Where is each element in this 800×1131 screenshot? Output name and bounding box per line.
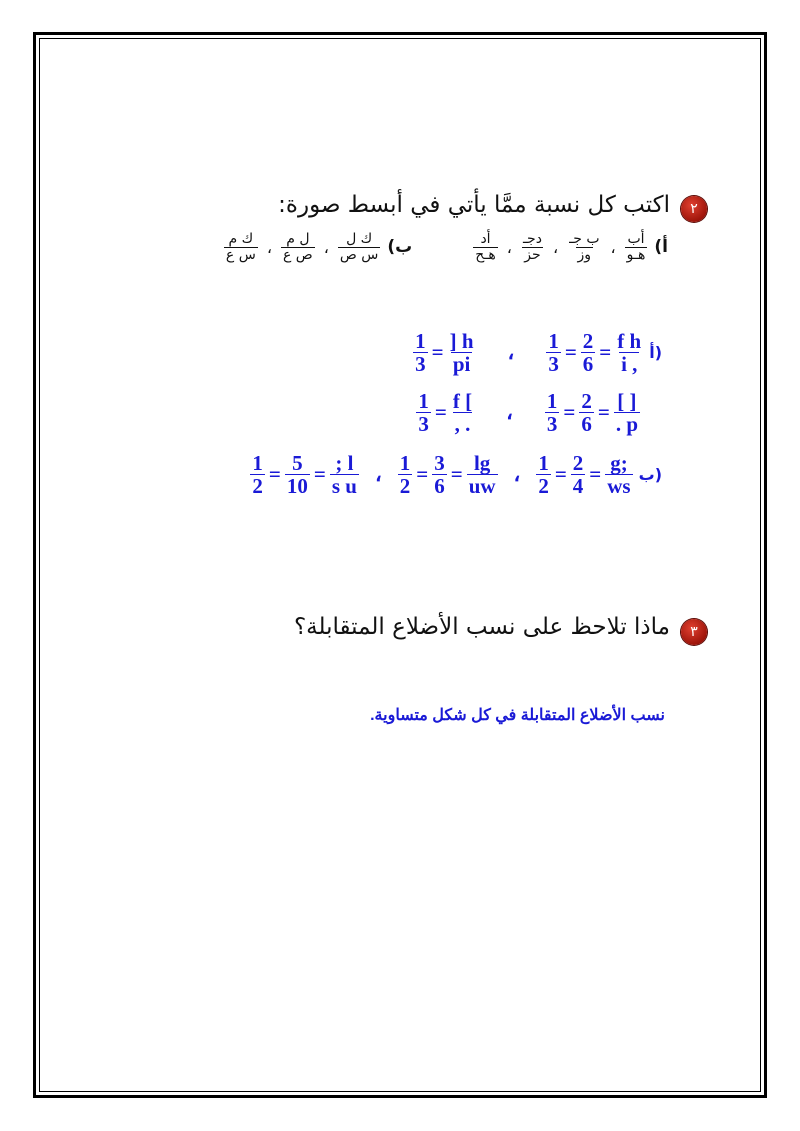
equals-sign: =: [589, 462, 602, 487]
equals-sign: =: [431, 340, 444, 365]
answer-fraction: $\frac{; l}{\text{s u}}$: [331, 451, 357, 499]
equals-sign: =: [599, 340, 612, 365]
comma: ،: [507, 340, 515, 365]
answer-row-b: [248, 452, 662, 497]
separator: ،: [552, 237, 559, 257]
given-ratio: $\frac{\text{أب}}{\text{هـو}}$: [626, 231, 646, 263]
equals-sign: =: [563, 400, 576, 425]
answer-part-a-label: أ): [649, 343, 662, 363]
answer-row-a-1: [411, 330, 662, 375]
answer-row-a-2: [414, 390, 642, 435]
question-3-answer: نسب الأضلاع المتقابلة في كل شكل متساوية.: [370, 707, 665, 724]
answer-fraction: $\frac{g;}{ws}$: [607, 451, 631, 499]
answer-fraction: $\frac{1}{2}$: [252, 451, 263, 499]
given-ratio: $\frac{\text{ل م}}{\text{ص ع}}$: [283, 231, 313, 263]
answer-fraction: $\frac{2}{6}$: [581, 389, 592, 437]
question-2-given-ratios: [221, 232, 668, 262]
given-ratio: $\frac{\text{ك م}}{\text{س ع}}$: [225, 231, 256, 263]
question-2-number: ٢: [690, 201, 698, 217]
given-ratio: $\frac{\text{ب جـ}}{\text{وز}}$: [569, 231, 600, 263]
answer-fraction: $\frac{1}{3}$: [546, 389, 558, 437]
given-ratio: $\frac{\text{دجـ}}{\text{حز}}$: [522, 231, 542, 263]
answer-fraction: $\frac{1}{3}$: [418, 389, 429, 437]
question-3-number-badge: [681, 619, 707, 645]
answer-fraction: $\frac{3}{6}$: [434, 451, 445, 499]
part-b-label: ب): [387, 237, 413, 258]
answer-fraction: $\frac{f [}{, .}$: [452, 389, 473, 437]
equals-sign: =: [416, 462, 429, 487]
given-ratio: $\frac{\text{أد}}{\text{هـح}}$: [475, 231, 496, 263]
answer-fraction: $\frac{] h}{pi}$: [449, 329, 474, 377]
separator: ،: [323, 237, 329, 257]
equals-sign: =: [313, 462, 326, 487]
equals-sign: =: [554, 462, 567, 487]
answer-fraction: $\frac{\text{f h}}{i ,}$: [617, 329, 642, 377]
answer-fraction: $\frac{1}{3}$: [415, 329, 426, 377]
answer-fraction: $\frac{1}{2}$: [538, 451, 549, 499]
given-ratio: $\frac{\text{ك ل}}{\text{س ص}}$: [339, 231, 379, 263]
answer-fraction: $\frac{5}{10}$: [286, 451, 308, 499]
separator: ،: [266, 237, 272, 257]
question-2-number-badge: [681, 196, 707, 222]
answer-fraction: $\frac{\lg}{uw}$: [468, 451, 496, 499]
answer-fraction: $\frac{1}{2}$: [399, 451, 411, 499]
answer-fraction: $\frac{[ ]}{. p}$: [615, 389, 638, 437]
equals-sign: =: [434, 400, 447, 425]
equals-sign: =: [564, 340, 577, 365]
comma: ،: [506, 400, 513, 425]
comma: ،: [374, 462, 382, 487]
comma: ،: [513, 462, 521, 487]
equals-sign: =: [450, 462, 463, 487]
answer-fraction: $\frac{2}{4}$: [572, 451, 584, 499]
answer-fraction: $\frac{2}{6}$: [582, 329, 594, 377]
equals-sign: =: [597, 400, 610, 425]
question-3-prompt: ماذا تلاحظ على نسب الأضلاع المتقابلة؟: [293, 614, 670, 640]
equals-sign: =: [268, 462, 281, 487]
question-2-prompt: اكتب كل نسبة ممَّا يأتي في أبسط صورة:: [278, 192, 670, 218]
separator: ،: [506, 237, 512, 257]
separator: ،: [610, 237, 616, 257]
answer-fraction: $\frac{1}{3}$: [548, 329, 559, 377]
part-a-label: أ): [654, 237, 668, 258]
question-3-number: ٣: [690, 624, 698, 640]
answer-part-b-label: ب): [638, 465, 662, 485]
